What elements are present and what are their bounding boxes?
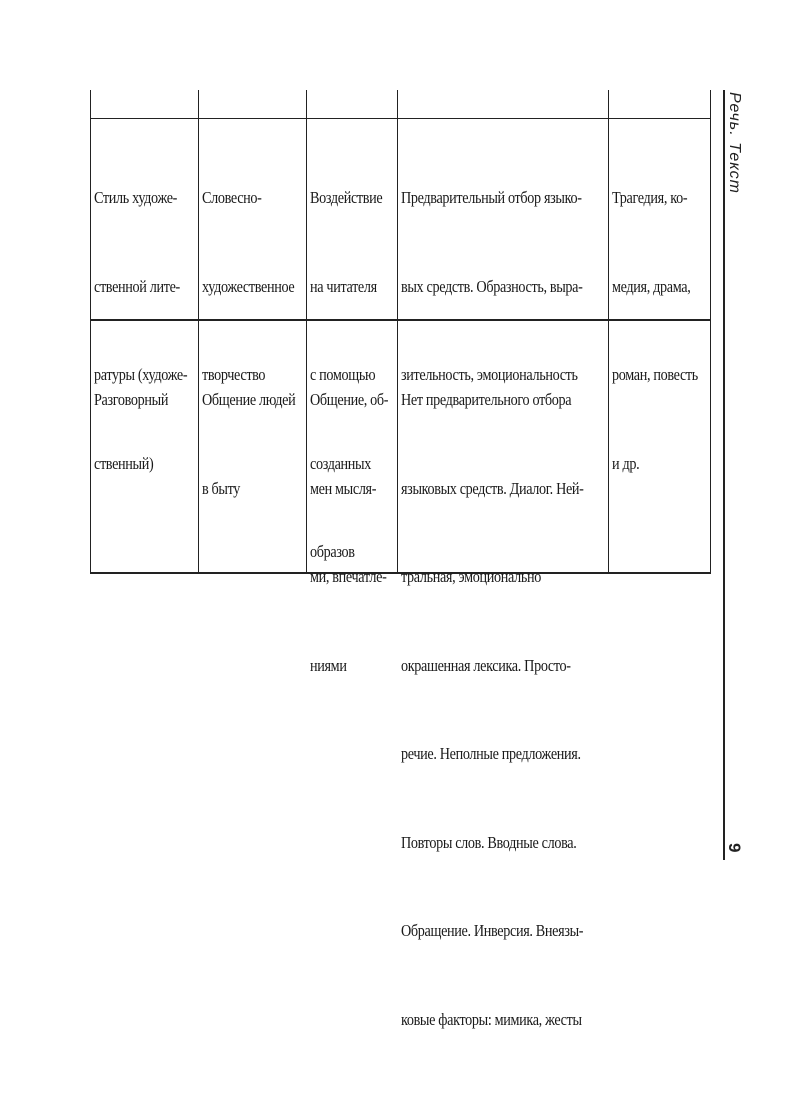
table-cell-purpose: Воздействие на читателя с помощью созданных образов — [310, 188, 383, 561]
table-border-right — [710, 90, 711, 574]
page-number: 9 — [725, 843, 744, 853]
table-col-divider — [198, 90, 199, 574]
row-divider — [90, 118, 711, 119]
table-cell-style-name: Разговорный — [94, 390, 169, 409]
table-col-divider — [306, 90, 307, 574]
table-cell-features: Нет предварительного отбора языковых средств. Диалог. Ней- тральная, эмоционально окрашенная лексика. Просто- речие. Неполные предложения. Повторы слов. Вводные слова. Обращение. Инверсия. Внеязы- ковые факторы: мимика, жесты — [401, 390, 584, 1029]
table-col-divider — [397, 90, 398, 574]
table-cell-sphere: Словесно- художественное творчество — [202, 188, 295, 384]
table-cell-genres: Трагедия, ко- медия, драма, роман, повесть и др. — [612, 188, 698, 473]
running-header: Речь. Текст — [726, 92, 743, 194]
table-cell-features: Предварительный отбор языко- вых средств. Образность, выра- зительность, эмоциональность — [401, 188, 583, 384]
table-col-divider — [608, 90, 609, 574]
table-cell-purpose: Общение, об- мен мысля- ми, впечатле- ниями — [310, 390, 389, 675]
table-cell-sphere: Общение людей в быту — [202, 390, 296, 498]
side-rule — [723, 90, 725, 860]
table-cell-style-name: Стиль художе- ственной лите- ратуры (художе- ственный) — [94, 188, 188, 473]
table-border-left — [90, 90, 91, 574]
